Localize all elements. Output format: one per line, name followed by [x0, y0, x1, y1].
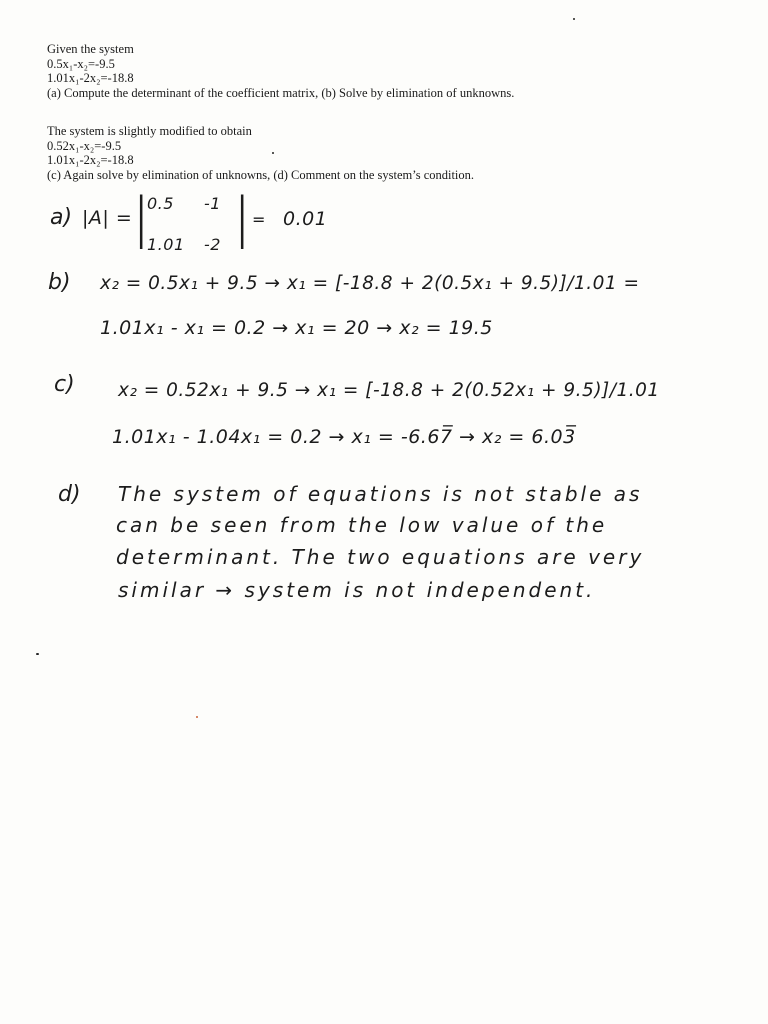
equation-1: 0.5x₁-x₂=-9.5: [47, 56, 115, 71]
matrix-a21: 1.01: [147, 235, 185, 254]
scan-speck: [573, 18, 575, 20]
b-line-2: 1.01x₁ - x₁ = 0.2 → x₁ = 20 → x₂ = 19.5: [100, 317, 493, 339]
intro-text: Given the system: [47, 42, 134, 56]
modified-intro: The system is slightly modified to obtain: [47, 124, 252, 138]
determinant-left-bar: |: [132, 186, 151, 249]
equation-3: 0.52x₁-x₂=-9.5: [47, 138, 122, 153]
parts-c-d: (c) Again solve by elimination of unknowns, (d) Comment on the system’s condition.: [47, 167, 475, 182]
determinant-result: 0.01: [283, 208, 328, 230]
parts-a-b: (a) Compute the determinant of the coefficient matrix, (b) Solve by elimination of unknowns.: [47, 85, 515, 100]
d-line-1: The system of equations is not stable as: [118, 482, 643, 506]
d-line-4: similar → system is not independent.: [118, 578, 596, 602]
label-d: d): [58, 482, 81, 507]
scan-speck: [196, 716, 198, 718]
problem-statement: [47, 42, 514, 100]
scan-speck: [272, 152, 274, 154]
scan-speck: [36, 653, 39, 655]
equation-2: 1.01x₁-2x₂=-18.8: [47, 71, 134, 85]
determinant-equals: =: [252, 210, 266, 229]
label-a: a): [50, 205, 73, 230]
d-line-2: can be seen from the low value of the: [116, 513, 608, 537]
label-b: b): [48, 270, 71, 295]
matrix-a11: 0.5: [147, 194, 174, 213]
c-line-1: x₂ = 0.52x₁ + 9.5 → x₁ = [-18.8 + 2(0.52x₁ + 9.5)]/1.01: [118, 380, 660, 401]
b-line-1: x₂ = 0.5x₁ + 9.5 → x₁ = [-18.8 + 2(0.5x₁ + 9.5)]/1.01 =: [100, 273, 640, 294]
matrix-a22: -2: [204, 235, 221, 254]
d-line-3: determinant. The two equations are very: [116, 545, 645, 569]
c-line-2: 1.01x₁ - 1.04x₁ = 0.2 → x₁ = -6.67̅ → x₂ = 6.03̅: [112, 426, 576, 448]
equation-4: 1.01x₁-2x₂=-18.8: [47, 153, 134, 167]
matrix-a12: -1: [204, 194, 221, 213]
determinant-lhs: |A| =: [82, 207, 133, 229]
label-c: c): [54, 372, 75, 397]
determinant-right-bar: |: [233, 186, 252, 249]
modified-problem: [47, 124, 474, 182]
